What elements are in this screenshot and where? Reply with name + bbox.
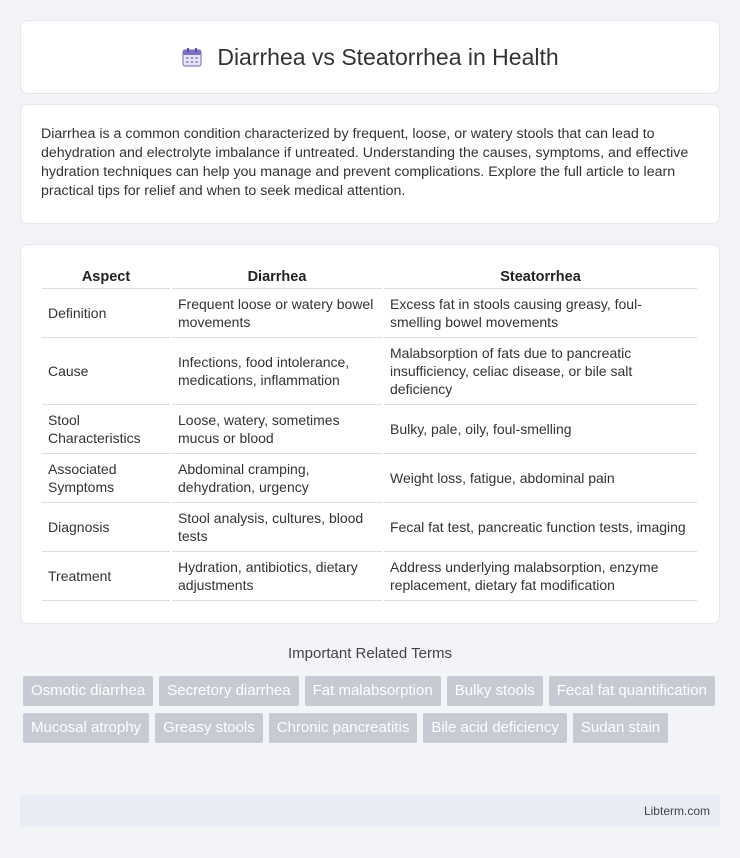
term-tag[interactable]: Bulky stools	[447, 676, 543, 706]
table-cell: Bulky, pale, oily, foul-smelling	[383, 405, 698, 454]
table-cell: Excess fat in stools causing greasy, foul-smelling bowel movements	[383, 289, 698, 338]
table-row	[42, 338, 698, 405]
comparison-card	[20, 244, 720, 624]
calendar-icon	[181, 46, 203, 68]
comparison-table	[42, 265, 699, 601]
table-cell: Frequent loose or watery bowel movements	[171, 289, 383, 338]
table-cell: Address underlying malabsorption, enzyme replacement, dietary fat modification	[383, 552, 698, 601]
table-row	[42, 552, 698, 601]
table-cell: Stool Characteristics	[42, 405, 171, 454]
table-cell: Malabsorption of fats due to pancreatic insufficiency, celiac disease, or bile salt deficiency	[383, 338, 698, 405]
table-cell: Hydration, antibiotics, dietary adjustments	[171, 552, 383, 601]
term-tag[interactable]: Mucosal atrophy	[23, 713, 149, 743]
table-cell: Cause	[42, 338, 171, 405]
footer-site-link[interactable]: Libterm.com	[643, 804, 710, 818]
intro-card	[20, 104, 720, 224]
column-header: Aspect	[42, 265, 171, 289]
related-terms-list	[23, 676, 723, 743]
page-title: Diarrhea vs Steatorrhea in Health	[217, 43, 559, 70]
table-cell: Infections, food intolerance, medications, inflammation	[171, 338, 383, 405]
table-cell: Diagnosis	[42, 503, 171, 552]
table-row	[42, 503, 698, 552]
column-header: Steatorrhea	[383, 265, 698, 289]
related-terms-heading: Important Related Terms	[288, 645, 452, 662]
table-header-row	[42, 265, 698, 289]
table-cell: Abdominal cramping, dehydration, urgency	[171, 454, 383, 503]
intro-paragraph: Diarrhea is a common condition characterized by frequent, loose, or watery stools that can lead to dehydration and electrolyte imbalance if untreated. Understanding the causes, symptoms, and effective hydration techniques can help you manage and prevent complications. Explore the full article to learn practical tips for relief and when to seek medical attention.	[41, 126, 689, 199]
table-row	[42, 454, 698, 503]
header-card	[20, 20, 720, 94]
table-cell: Definition	[42, 289, 171, 338]
table-cell: Loose, watery, sometimes mucus or blood	[171, 405, 383, 454]
table-row	[42, 289, 698, 338]
table-row	[42, 405, 698, 454]
term-tag[interactable]: Fecal fat quantification	[549, 676, 715, 706]
term-tag[interactable]: Sudan stain	[573, 713, 668, 743]
table-cell: Treatment	[42, 552, 171, 601]
table-cell: Fecal fat test, pancreatic function tests, imaging	[383, 503, 698, 552]
term-tag[interactable]: Fat malabsorption	[305, 676, 441, 706]
footer	[20, 795, 720, 827]
term-tag[interactable]: Greasy stools	[155, 713, 263, 743]
term-tag[interactable]: Osmotic diarrhea	[23, 676, 153, 706]
term-tag[interactable]: Bile acid deficiency	[423, 713, 567, 743]
term-tag[interactable]: Chronic pancreatitis	[269, 713, 418, 743]
term-tag[interactable]: Secretory diarrhea	[159, 676, 298, 706]
column-header: Diarrhea	[171, 265, 383, 289]
table-cell: Stool analysis, cultures, blood tests	[171, 503, 383, 552]
table-cell: Associated Symptoms	[42, 454, 171, 503]
table-cell: Weight loss, fatigue, abdominal pain	[383, 454, 698, 503]
